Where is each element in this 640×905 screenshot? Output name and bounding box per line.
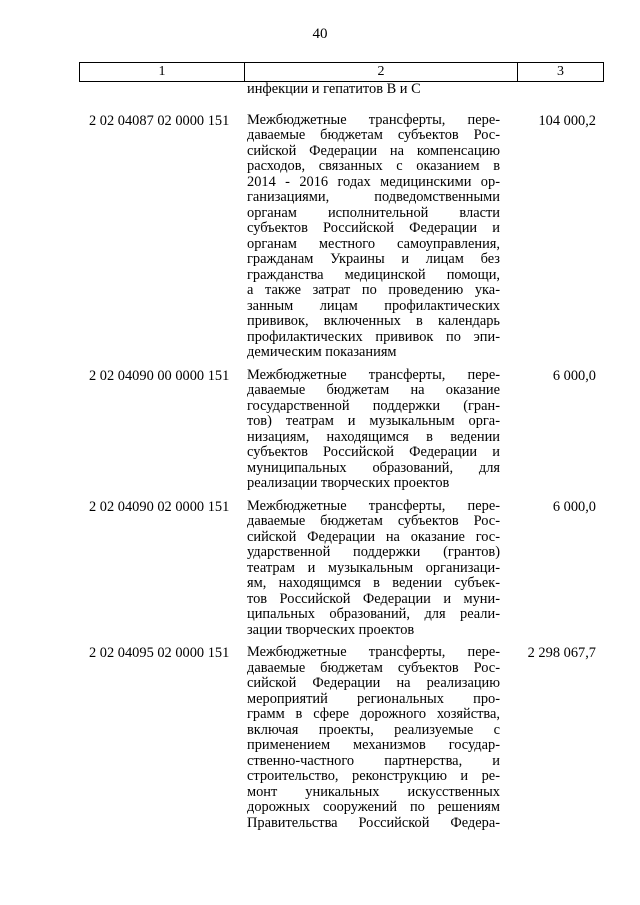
header-col-3: 3 xyxy=(557,64,564,79)
budget-code: 2 02 04090 02 0000 151 xyxy=(89,498,230,515)
text-line: даваемые бюджетам субъектов Рос- xyxy=(247,659,500,676)
text-line: демическим показаниям xyxy=(247,344,397,360)
header-col-1: 1 xyxy=(80,63,245,81)
table-row xyxy=(79,645,604,831)
text-line: даваемые бюджетам субъектов Рос- xyxy=(247,513,500,529)
text-line: ям, находящимся в ведении субъек- xyxy=(247,575,500,591)
text-line: Межбюджетные трансферты, пере- xyxy=(247,111,500,128)
text-line: даваемые бюджетам на оказание xyxy=(247,382,500,398)
text-line: ганизациями, подведомственными xyxy=(247,189,500,205)
text-line: тов Российской Федерации и муни- xyxy=(247,590,500,607)
amount: 6 000,0 xyxy=(552,498,596,515)
text-line: применением механизмов государ- xyxy=(247,737,500,753)
text-line: профилактических прививок по эпи- xyxy=(247,328,500,345)
amount: 6 000,0 xyxy=(552,367,596,384)
text-line: монт уникальных искусственных xyxy=(247,783,500,800)
table-row xyxy=(79,113,604,361)
description xyxy=(247,645,500,831)
text-line: сийской Федерации на компенсацию xyxy=(247,142,500,159)
text-line: инфекции и гепатитов В и С xyxy=(247,81,421,97)
text-line: органам исполнительной власти xyxy=(247,204,500,221)
text-line: мероприятий региональных про- xyxy=(247,690,500,707)
text-line: муниципальных образований, для xyxy=(247,459,500,476)
text-line: даваемые бюджетам субъектов Рос- xyxy=(247,127,500,143)
continuation-text xyxy=(247,82,500,98)
description xyxy=(247,368,500,492)
budget-code: 2 02 04087 02 0000 151 xyxy=(89,112,230,129)
text-line: Межбюджетные трансферты, пере- xyxy=(247,366,500,383)
text-line: Правительства Российской Федера- xyxy=(247,814,500,831)
text-line: государственной поддержки (гран- xyxy=(247,397,500,414)
text-line: гражданства медицинской помощи, xyxy=(247,266,500,283)
text-line: субъектов Российской Федерации и xyxy=(247,220,500,236)
text-line: 2014 - 2016 годах медицинскими ор- xyxy=(247,173,500,190)
text-line: органам местного самоуправления, xyxy=(247,235,500,252)
text-line: а также затрат по проведению ука- xyxy=(247,282,500,298)
table-body xyxy=(79,82,604,831)
text-line: ударственной поддержки (грантов) xyxy=(247,544,500,560)
text-line: реализации творческих проектов xyxy=(247,475,450,491)
text-line: включая проекты, реализуемые с xyxy=(247,721,500,738)
budget-code: 2 02 04095 02 0000 151 xyxy=(89,645,230,661)
text-line: ципальных образований, для реали- xyxy=(247,606,500,622)
text-line: тов) театрам и музыкальным орга- xyxy=(247,413,500,429)
text-line: сийской Федерации на оказание гос- xyxy=(247,528,500,545)
header-col-2: 2 xyxy=(245,63,518,81)
page-number: 40 xyxy=(312,26,328,42)
text-line: театрам и музыкальным организаци- xyxy=(247,559,500,576)
text-line: занным лицам профилактических xyxy=(247,297,500,314)
amount: 2 298 067,7 xyxy=(527,645,596,661)
text-line: ственно-частного партнерства, и xyxy=(247,752,500,769)
amount: 104 000,2 xyxy=(538,112,596,129)
text-line: низациям, находящимся в ведении xyxy=(247,428,500,445)
text-line: расходов, связанных с оказанием в xyxy=(247,158,500,174)
table-header xyxy=(79,62,604,82)
text-line: гражданам Украины и лицам без xyxy=(247,251,500,267)
text-line: грамм в сфере дорожного хозяйства, xyxy=(247,706,500,722)
text-line: Межбюджетные трансферты, пере- xyxy=(247,644,500,660)
text-line: субъектов Российской Федерации и xyxy=(247,444,500,460)
text-line: сийской Федерации на реализацию xyxy=(247,675,500,691)
description xyxy=(247,113,500,361)
description xyxy=(247,499,500,639)
text-line: строительство, реконструкцию и ре- xyxy=(247,768,500,784)
table-row xyxy=(79,368,604,492)
text-line: прививок, включенных в календарь xyxy=(247,313,500,329)
table-row xyxy=(79,499,604,639)
text-line: дорожных сооружений по решениям xyxy=(247,799,500,815)
text-line: Межбюджетные трансферты, пере- xyxy=(247,497,500,514)
budget-code: 2 02 04090 00 0000 151 xyxy=(89,367,230,384)
text-line: зации творческих проектов xyxy=(247,621,415,638)
